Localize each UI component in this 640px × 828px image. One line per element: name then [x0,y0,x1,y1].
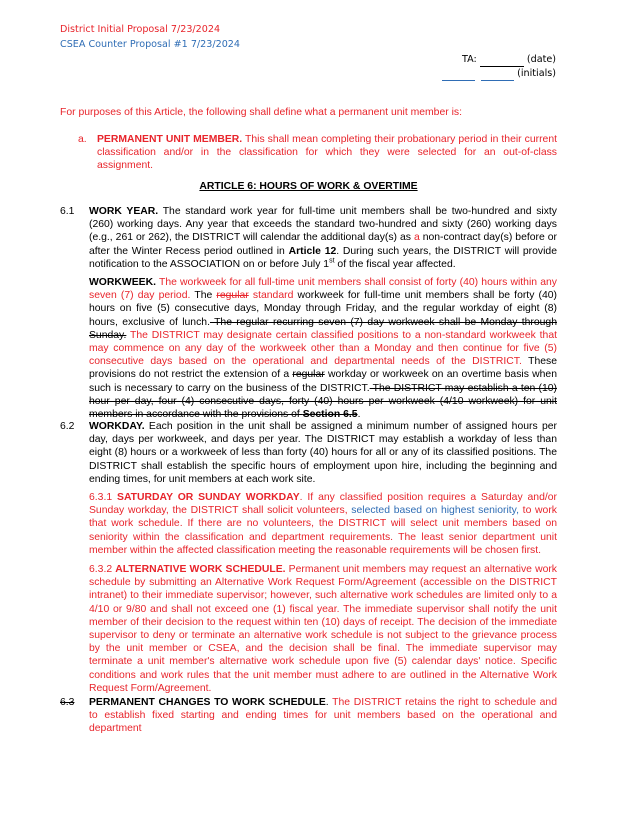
section-heading: PERMANENT CHANGES TO WORK SCHEDULE [89,697,326,708]
definition-paragraph: PERMANENT UNIT MEMBER. This shall mean completing their probationary period in their current classification and/or in the classification for which they were selected for an out-of-class assignment. [97,134,557,172]
section-heading: WORK YEAR. [89,206,159,217]
definition-term: PERMANENT UNIT MEMBER. [97,134,243,145]
section-6-3-1-paragraph: 6.3.1 SATURDAY OR SUNDAY WORKDAY. If any classified position requires a Saturday and/or Sunday workday, the DISTRICT shall solicit volunteers, selected based on highest seniority, to work that work schedule. If there are no volunteers, the DISTRICT will select unit members based on seniority within the classification and department requirements. The least senior department unit member within the affected classification meeting the reasonable requirements will be chosen first. [89,492,557,556]
workweek-paragraph: WORKWEEK. The workweek for all full-time unit members shall consist of forty (40) hours within any seven (7) day period. The regular standard workweek for full-time unit members shall be forty (40) hours on five (5) consecutive days, Monday through Friday, and the regular workday of eight (8) hours, exclusive of lunch. The regular recurring seven (7) day workweek shall be Monday through Sunday. The DISTRICT may designate certain classified positions to a non-standard workweek that may commence on any day of the workweek other than a Monday and then continue for five (5) consecutive days based on the operational and departmental needs of the DISTRICT. These provisions do not restrict the extension of a regular workday or workweek on an overtime basis when such is necessary to carry on the business of the DISTRICT. The DISTRICT may establish a ten (10) hour per day, four (4) consecutive days, forty (40) hours per workweek (4/10 workweek) for unit members in accordance with the provisions of Section 6.5. [89,277,558,421]
section-6-2-paragraph: WORKDAY. Each position in the unit shall be assigned a minimum number of assigned hours per day, days per workweek, and days per year. The DISTRICT may establish a workday of less than eight (8) hours or a workweek of less than forty (40) hours for all or any of its classified positions. The DISTRICT shall establish the specific hours of employment upon hire, including the beginning and ending times, for unit members at each work site. [89,421,557,485]
article-title: ARTICLE 6: HOURS OF WORK & OVERTIME [199,181,418,192]
initials-blank-2[interactable] [481,69,514,81]
ta-date-label: (date) [526,54,556,65]
initials-label: (initials) [517,68,556,79]
header-line-district: District Initial Proposal 7/23/2024 [60,24,221,35]
section-number-6-3-1: 6.3.1 [89,492,113,503]
intro-text: For purposes of this Article, the following shall define what a permanent unit member is: [60,107,462,118]
section-heading: SATURDAY OR SUNDAY WORKDAY [117,492,300,503]
ta-box [442,53,556,81]
section-6-3-2-paragraph: 6.3.2 ALTERNATIVE WORK SCHEDULE. Permanent unit members may request an alternative work schedule by submitting an Alternative Work Request Form/Agreement (accessible on the DISTRICT intranet) to their immediate supervisor; however, such alternative work schedules are limited only to a 4/10 or 9/80 and shall not exceed one (1) fiscal year. The immediate supervisor shall notify the unit member of their decision to the request within ten (10) days of receipt. The decision of the immediate supervisor to deny or terminate an alternative work schedule is not subject to the grievance process by the unit member or CSEA, and the decision shall be final. The immediate supervisor may terminate a unit member's alternative work schedule upon five (5) calendar days' notice. Specific conditions and work rules that the unit member must adhere to are outlined in the Alternative Work Request Form/Agreement. [89,564,558,694]
ta-label: TA: [462,54,477,65]
ta-blank[interactable] [480,55,524,67]
section-6-3-paragraph: PERMANENT CHANGES TO WORK SCHEDULE. The DISTRICT retains the right to schedule and to establish fixed starting and ending times for unit members based on the operational and department [89,697,557,735]
section-heading: ALTERNATIVE WORK SCHEDULE. [115,564,286,575]
section-number-6-2: 6.2 [60,421,75,432]
section-number-6-3-2: 6.3.2 [89,564,113,575]
section-number-6-1: 6.1 [60,206,75,217]
initials-blank-1[interactable] [442,69,475,81]
section-number-6-3: 6.3 [60,697,75,708]
section-heading: WORKDAY. [89,421,145,432]
header-line-csea: CSEA Counter Proposal #1 7/23/2024 [60,39,241,50]
definition-marker: a. [78,134,87,145]
section-6-1-paragraph: WORK YEAR. The standard work year for full-time unit members shall be two-hundred and sixty (260) working days. Any year that exceeds the standard two-hundred and sixty (260) working days (e.g., 261 or 262), the DISTRICT will calendar the additional day(s) as a non-contract day(s) before or after the Winter Recess period outlined in Article 12. During such years, the DISTRICT will provide notification to the ASSOCIATION on or before July 1st of the fiscal year affected. [89,206,557,270]
section-heading: WORKWEEK. [89,277,156,288]
